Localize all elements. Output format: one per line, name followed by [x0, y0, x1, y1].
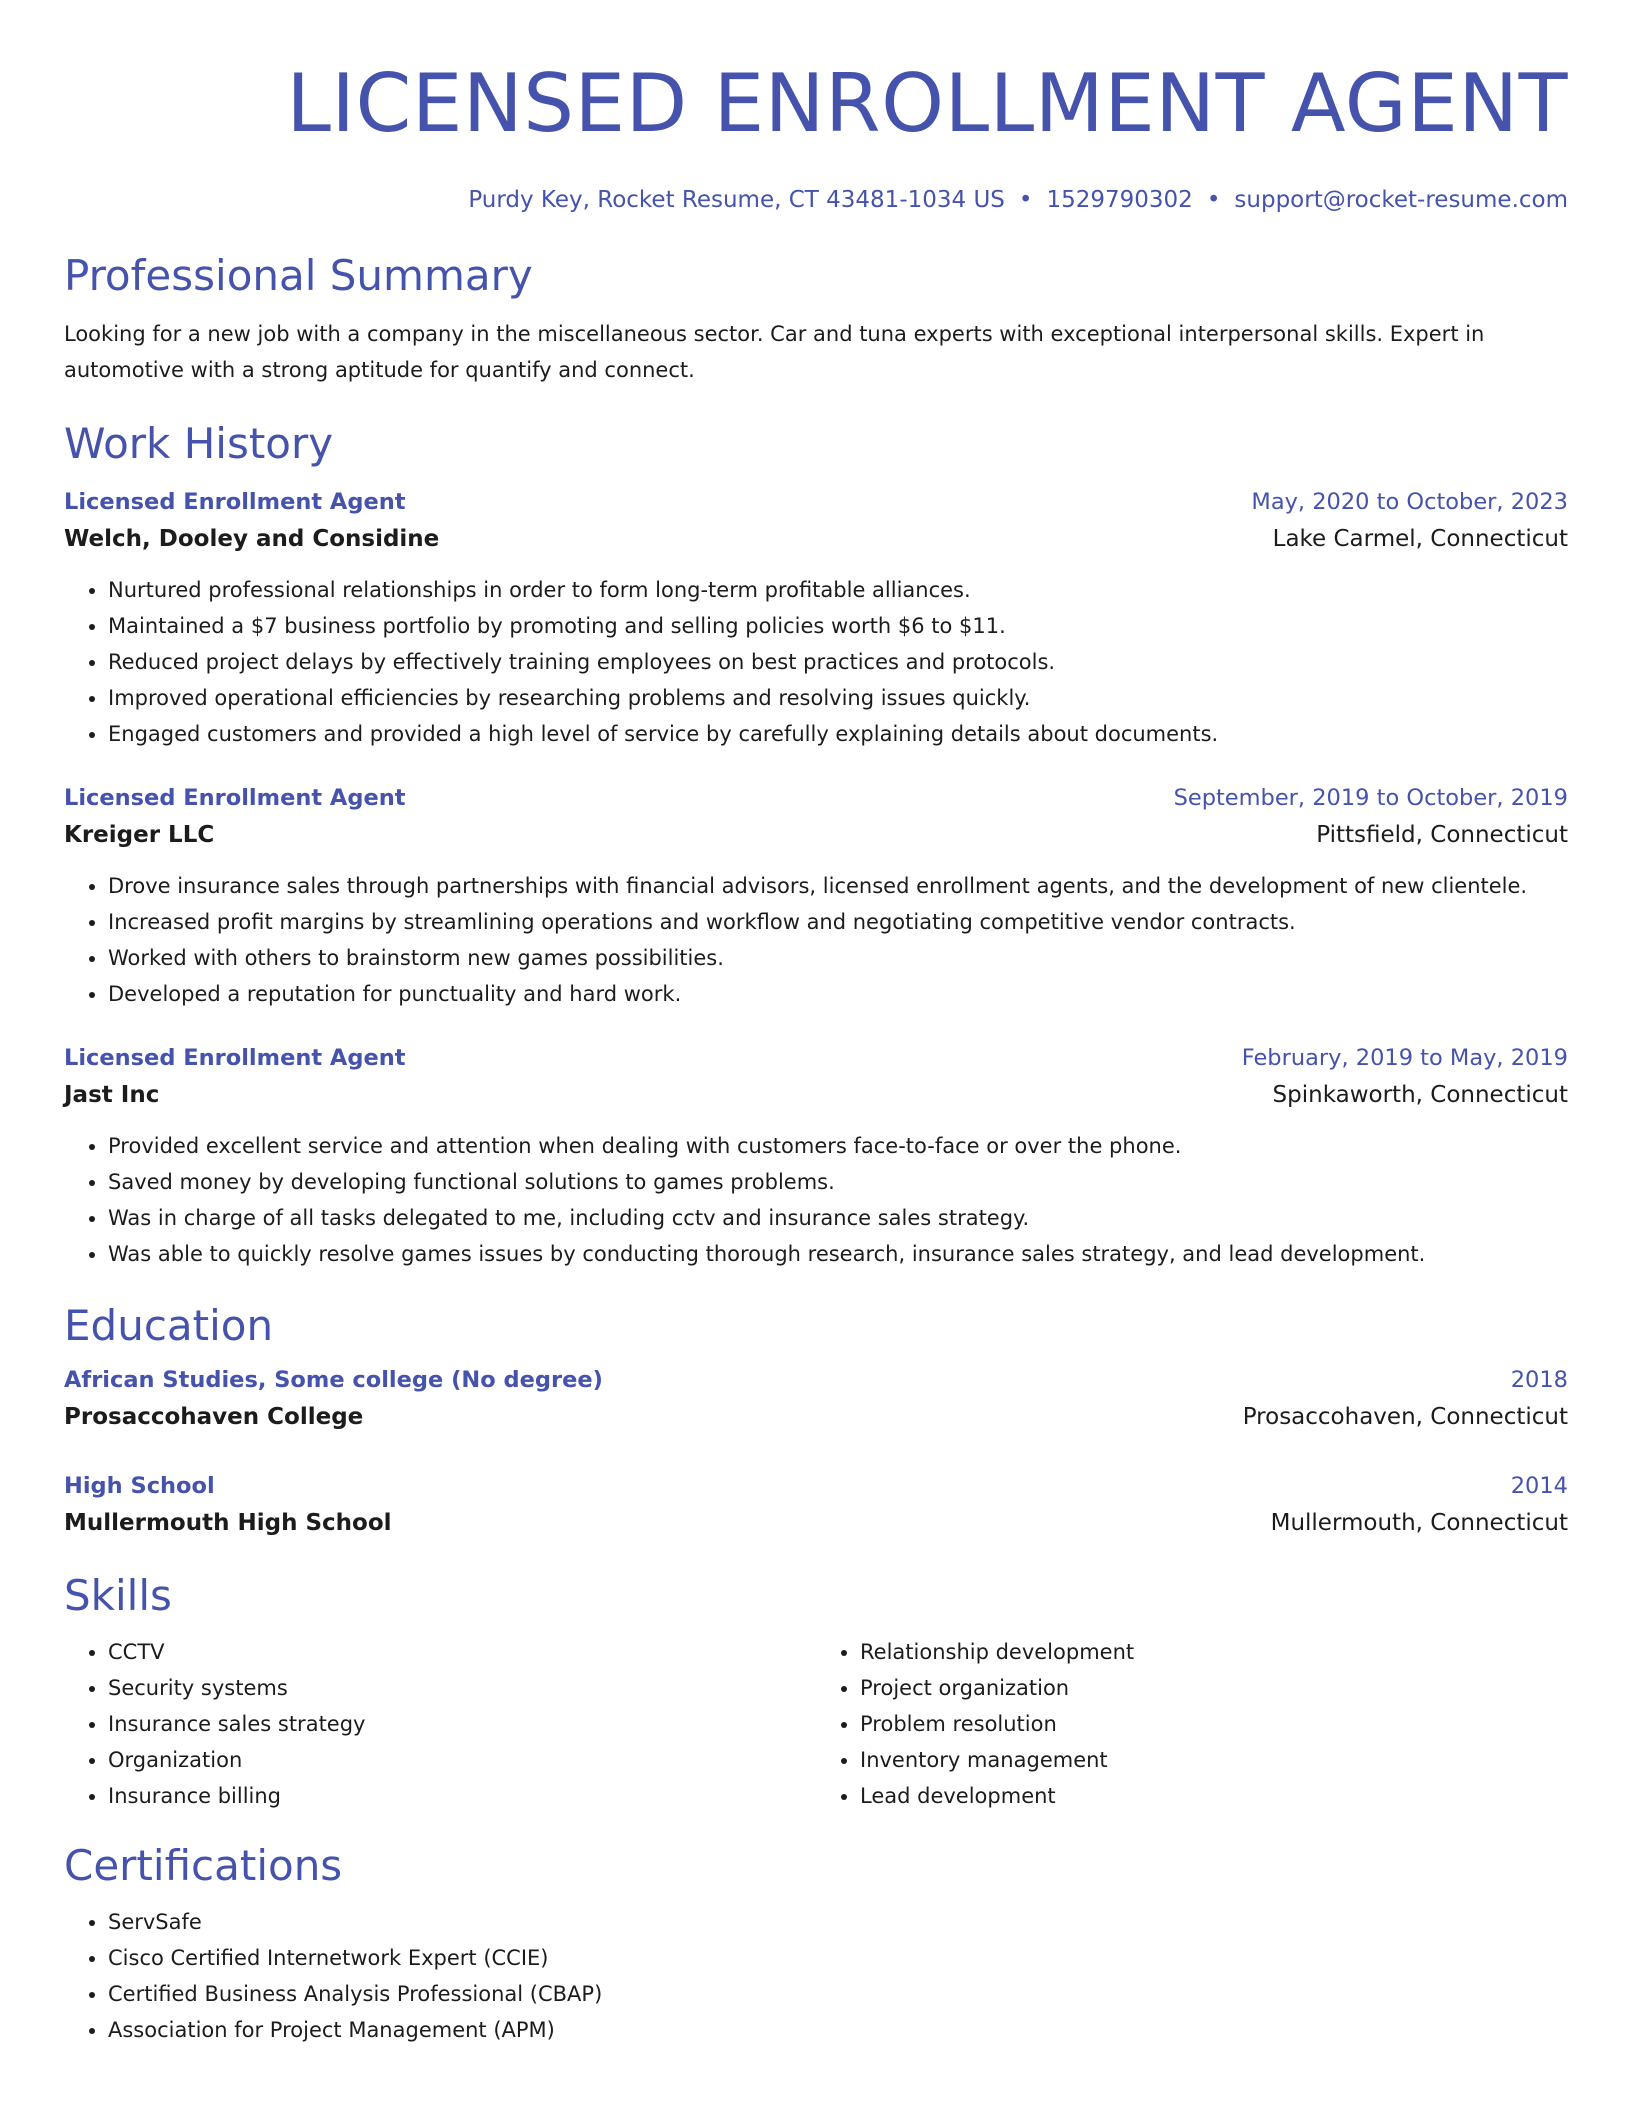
skill-item: • Relationship development — [860, 1634, 1568, 1670]
skill-item: • Organization — [108, 1742, 816, 1778]
job-bullet: • Was in charge of all tasks delegated to me, including cctv and insurance sales strategy. — [108, 1200, 1568, 1236]
contact-email: support@rocket-resume.com — [1234, 187, 1568, 213]
job-bullet: • Worked with others to brainstorm new games possibilities. — [108, 940, 1568, 976]
job-bullet: • Engaged customers and provided a high level of service by carefully explaining details about documents. — [108, 716, 1568, 752]
education-degree: African Studies, Some college (No degree) — [64, 1367, 603, 1393]
job-bullet: • Drove insurance sales through partnerships with financial advisors, licensed enrollment agents, and the development of new clientele. — [108, 868, 1568, 904]
education-location: Mullermouth, Connecticut — [1270, 1510, 1568, 1536]
job-bullet: • Saved money by developing functional solutions to games problems. — [108, 1164, 1568, 1200]
skill-item: • Insurance sales strategy — [108, 1706, 816, 1742]
job-bullet: • Increased profit margins by streamlining operations and workflow and negotiating competitive vendor contracts. — [108, 904, 1568, 940]
certification-item: • Certified Business Analysis Professional (CBAP) — [108, 1976, 1568, 2012]
skill-item: • Insurance billing — [108, 1778, 816, 1814]
contact-phone: 1529790302 — [1046, 187, 1193, 213]
job-bullet: • Was able to quickly resolve games issues by conducting thorough research, insurance sales strategy, and lead development. — [108, 1236, 1568, 1272]
skill-item: • Inventory management — [860, 1742, 1568, 1778]
certification-item: • Association for Project Management (APM) — [108, 2012, 1568, 2048]
section-title-summary: Professional Summary — [64, 251, 533, 300]
contact-line — [64, 184, 1568, 216]
job-bullet: • Maintained a $7 business portfolio by promoting and selling policies worth $6 to $11. — [108, 608, 1568, 644]
summary-text: Looking for a new job with a company in the miscellaneous sector. Car and tuna experts with exceptional interpersonal skills. Expert in automotive with a strong aptitude for quantify and connect. — [64, 322, 1485, 382]
skills-list-left — [64, 1634, 816, 1814]
job-bullet: • Provided excellent service and attention when dealing with customers face-to-face or over the phone. — [108, 1128, 1568, 1164]
certifications-list — [64, 1904, 1568, 2048]
education-entry — [64, 1468, 1568, 1542]
skill-item: • Project organization — [860, 1670, 1568, 1706]
job-location: Spinkaworth, Connecticut — [1272, 1082, 1568, 1108]
job-company: Welch, Dooley and Considine — [64, 526, 440, 552]
skill-item: • Lead development — [860, 1778, 1568, 1814]
job-bullets — [64, 1128, 1568, 1272]
section-title-education: Education — [64, 1301, 274, 1350]
section-title-certifications: Certifications — [64, 1841, 343, 1890]
education-location: Prosaccohaven, Connecticut — [1242, 1404, 1568, 1430]
education-school: Mullermouth High School — [64, 1510, 392, 1536]
job-company: Kreiger LLC — [64, 822, 215, 848]
job-location: Pittsfield, Connecticut — [1316, 822, 1568, 848]
education-year: 2014 — [1510, 1473, 1568, 1499]
education-school: Prosaccohaven College — [64, 1404, 364, 1430]
work-entry — [64, 780, 1568, 1012]
job-role: Licensed Enrollment Agent — [64, 489, 406, 515]
education-entry — [64, 1362, 1568, 1436]
contact-separator: • — [1018, 187, 1033, 213]
resume-name: LICENSED ENROLLMENT AGENT — [286, 57, 1568, 150]
section-title-work-history: Work History — [64, 419, 334, 468]
certification-item: • ServSafe — [108, 1904, 1568, 1940]
work-entry — [64, 1040, 1568, 1272]
job-bullet: • Reduced project delays by effectively training employees on best practices and protocols. — [108, 644, 1568, 680]
job-role: Licensed Enrollment Agent — [64, 785, 406, 811]
job-bullet: • Improved operational efficiencies by researching problems and resolving issues quickly. — [108, 680, 1568, 716]
education-year: 2018 — [1510, 1367, 1568, 1393]
skills-columns — [64, 1634, 1568, 1814]
section-title-skills: Skills — [64, 1571, 172, 1620]
job-bullet: • Developed a reputation for punctuality and hard work. — [108, 976, 1568, 1012]
job-dates: September, 2019 to October, 2019 — [1173, 785, 1568, 811]
education-degree: High School — [64, 1473, 215, 1499]
job-bullets — [64, 572, 1568, 752]
job-location: Lake Carmel, Connecticut — [1272, 526, 1568, 552]
skills-list-right — [816, 1634, 1568, 1814]
job-bullets — [64, 868, 1568, 1012]
skill-item: • Security systems — [108, 1670, 816, 1706]
contact-separator: • — [1206, 187, 1221, 213]
job-bullet: • Nurtured professional relationships in order to form long-term profitable alliances. — [108, 572, 1568, 608]
work-entry — [64, 484, 1568, 752]
job-dates: February, 2019 to May, 2019 — [1241, 1045, 1568, 1071]
certification-item: • Cisco Certified Internetwork Expert (CCIE) — [108, 1940, 1568, 1976]
job-dates: May, 2020 to October, 2023 — [1251, 489, 1568, 515]
skill-item: • Problem resolution — [860, 1706, 1568, 1742]
job-role: Licensed Enrollment Agent — [64, 1045, 406, 1071]
contact-address: Purdy Key, Rocket Resume, CT 43481-1034 US — [468, 187, 1005, 213]
skill-item: • CCTV — [108, 1634, 816, 1670]
job-company: Jast Inc — [64, 1082, 160, 1108]
